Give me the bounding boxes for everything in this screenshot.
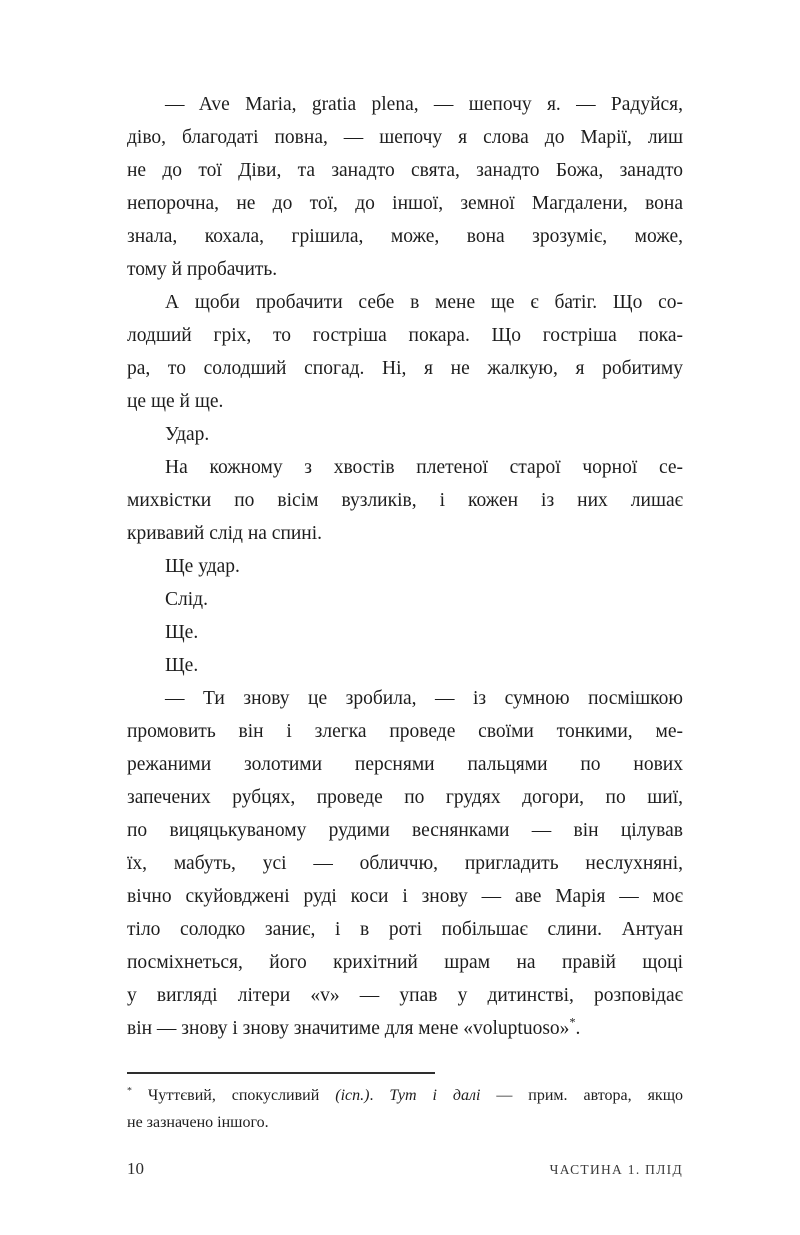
text-line (127, 946, 683, 979)
footnote-marker: * (127, 1085, 132, 1097)
text-line (127, 253, 683, 286)
text-segment: На кожному з хвостів плетеної старої чорної се- (165, 457, 683, 478)
text-line (127, 880, 683, 913)
text-segment: знала, кохала, грішила, може, вона зрозуміє, може, (127, 226, 683, 247)
text-segment: це ще й ще. (127, 391, 224, 412)
text-segment: непорочна, не до тої, до іншої, земної Магдалени, вона (127, 193, 683, 214)
text-line (127, 583, 683, 616)
text-line (127, 550, 683, 583)
text-line (127, 1012, 683, 1045)
text-segment: Ще. (165, 655, 199, 676)
text-line (127, 451, 683, 484)
text-segment: А щоби пробачити себе в мене ще є батіг. Що со- (165, 292, 683, 313)
text-line (127, 1109, 683, 1136)
text-line (127, 847, 683, 880)
text-segment: діво, благодаті повна, — шепочу я слова до Марії, лиш (127, 127, 683, 148)
text-segment: Тут і далі (389, 1087, 481, 1104)
page-footer (127, 1159, 683, 1179)
text-segment: режаними золотими перснями пальцями по нових (127, 754, 683, 775)
text-segment: вічно скуйовджені руді коси і знову — аве Марія — моє (127, 886, 683, 907)
text-segment: Чуттєвий, спокусливий (131, 1087, 336, 1104)
text-line (127, 352, 683, 385)
text-line (127, 616, 683, 649)
text-segment: — Ти знову це зробила, — із сумною посмішкою (165, 688, 683, 709)
text-segment: промовить він і злегка проведе своїми тонкими, ме- (127, 721, 683, 742)
text-segment: Удар. (165, 424, 210, 445)
text-segment: тіло солодко заниє, і в роті побільшає слини. Антуан (127, 919, 683, 940)
text-line (127, 154, 683, 187)
text-segment: запечених рубцях, проведе по грудях догори, по шиї, (127, 787, 683, 808)
text-segment: тому й пробачить. (127, 259, 278, 280)
text-segment: кривавий слід на спині. (127, 523, 323, 544)
text-line (127, 649, 683, 682)
text-segment: лодший гріх, то гостріша покара. Що гостріша пока- (127, 325, 683, 346)
text-line (127, 484, 683, 517)
text-line (127, 814, 683, 847)
text-line (127, 913, 683, 946)
text-line (127, 187, 683, 220)
text-segment: — Ave Maria, gratia plena, — шепочу я. — Радуйся, (165, 94, 683, 115)
text-line (127, 781, 683, 814)
text-line (127, 517, 683, 550)
running-title: ЧАСТИНА 1. ПЛІД (549, 1162, 683, 1177)
text-line (127, 1082, 683, 1109)
text-segment: (ісп.) (335, 1087, 370, 1104)
text-line (127, 715, 683, 748)
text-line (127, 979, 683, 1012)
text-line (127, 121, 683, 154)
text-segment: не до тої Діви, та занадто свята, занадто Божа, занадто (127, 160, 683, 181)
text-segment: їх, мабуть, усі — обличчю, пригладить неслухняні, (127, 853, 683, 874)
text-segment: — прим. автора, якщо (480, 1087, 684, 1104)
text-line (127, 319, 683, 352)
text-segment: не зазначено іншого. (127, 1114, 269, 1131)
text-segment: . (575, 1018, 581, 1039)
footnote-separator (127, 1072, 435, 1074)
footnote-marker: * (569, 1015, 576, 1030)
text-line (127, 385, 683, 418)
text-segment: Ще удар. (165, 556, 240, 577)
text-segment: Ще. (165, 622, 199, 643)
text-line (127, 418, 683, 451)
text-segment: у вигляді літери «v» — упав у дитинстві, розповідає (127, 985, 683, 1006)
text-line (127, 286, 683, 319)
text-segment: по вицяцькуваному рудими веснянками — він цілував (127, 820, 683, 841)
footnote (127, 1082, 683, 1136)
body-text (127, 88, 683, 1045)
text-line (127, 88, 683, 121)
page-number: 10 (127, 1159, 144, 1178)
text-line (127, 220, 683, 253)
text-line (127, 682, 683, 715)
text-segment: Слід. (165, 589, 208, 610)
text-segment: . (369, 1087, 390, 1104)
text-segment: михвістки по вісім вузликів, і кожен із них лишає (127, 490, 683, 511)
text-segment: ра, то солодший спогад. Ні, я не жалкую, я робитиму (127, 358, 683, 379)
text-segment: посміхнеться, його крихітний шрам на правій щоці (127, 952, 683, 973)
text-line (127, 748, 683, 781)
text-segment: він — знову і знову значитиме для мене «voluptuoso» (127, 1018, 570, 1039)
